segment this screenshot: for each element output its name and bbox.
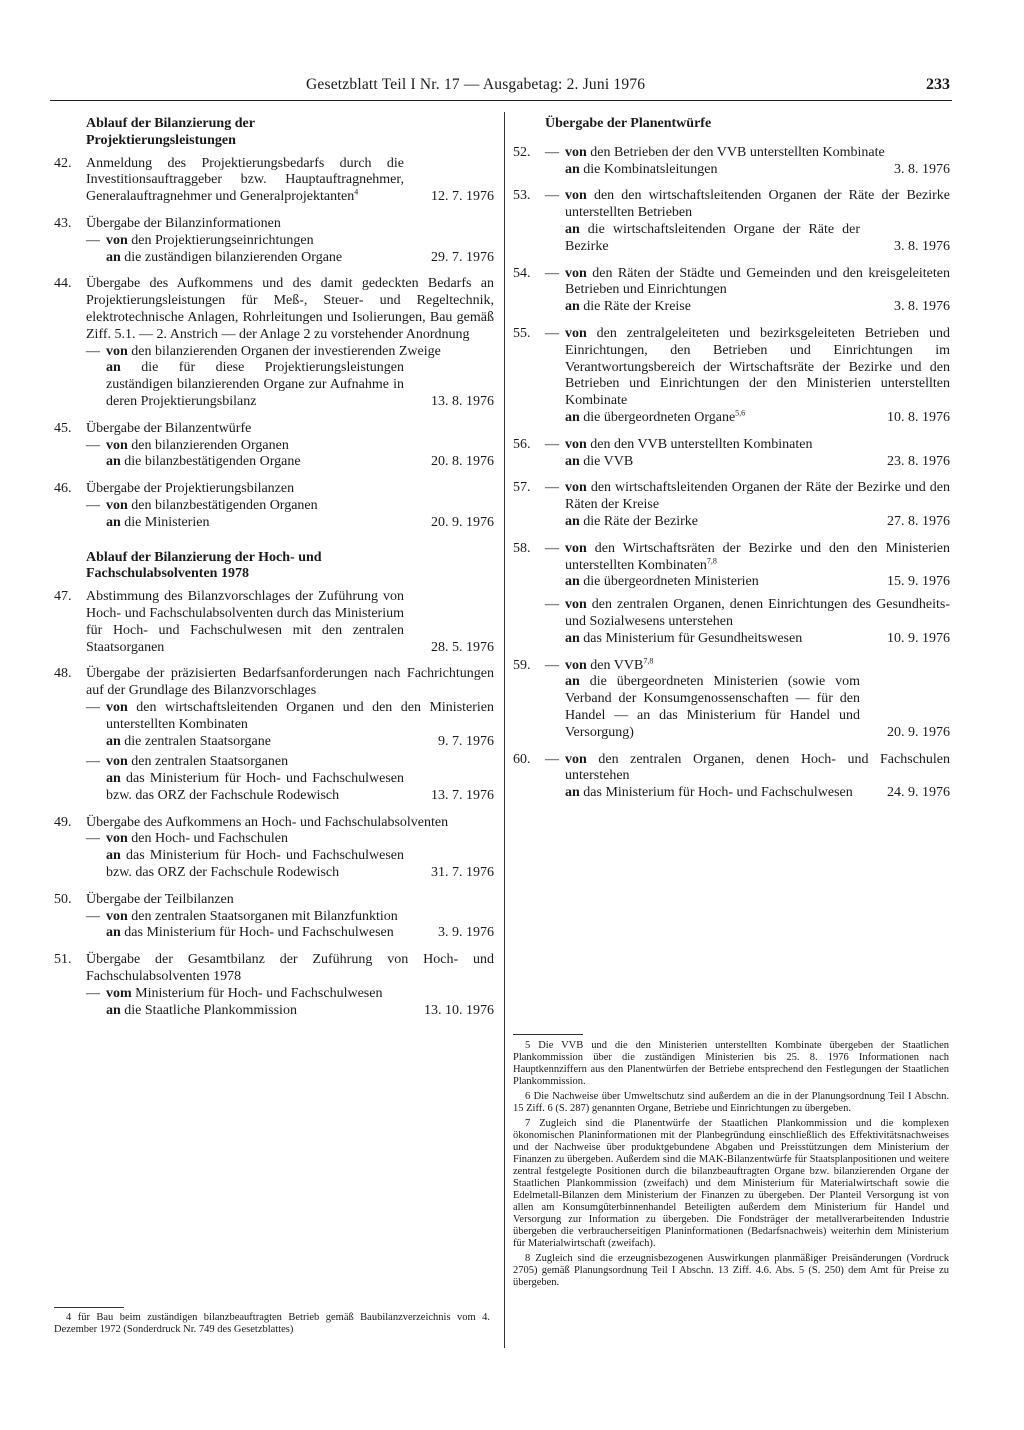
item-text: Übergabe der Gesamtbilanz der Zuführung von Hoch- und Fachschulabsolventen 1978 <box>86 952 494 985</box>
item-text: Abstimmung des Bilanzvorschlages der Zuführung von Hoch- und Fachschulabsolventen durch das Ministerium für Hoch- und Fachschulwesen mit den zentralen Staatsorganen <box>86 589 404 655</box>
footnote-mark: 7 <box>525 1118 531 1129</box>
von-keyword: von <box>106 908 128 924</box>
von-keyword: von <box>106 437 128 453</box>
von-keyword: von <box>565 597 587 613</box>
item-from: den bilanzierenden Organen <box>131 437 289 453</box>
footnote-ref: 7,8 <box>643 655 654 665</box>
von-keyword: von <box>106 754 128 770</box>
list-item-52: 52. — von den Betrieben der den VVB unterstellten Kombinate an die Kombinatsleitungen 3. 8. 1976 <box>513 144 950 177</box>
footnote-ref: 7,8 <box>706 555 717 565</box>
page-number: 233 <box>926 76 950 93</box>
item-date: 12. 7. 1976 <box>431 189 494 205</box>
list-item-47 <box>54 589 494 656</box>
section-heading-projektierung: Ablauf der Bilanzierung der Projektierungsleistungen <box>86 116 255 148</box>
item-number: 52. <box>513 144 531 160</box>
item-to: die übergeordneten Ministerien <box>583 574 759 590</box>
item-text: Übergabe der Bilanzinformationen <box>86 215 281 231</box>
von-keyword: von <box>565 436 587 452</box>
footnote-6 <box>513 1091 949 1115</box>
footnote-text: Zugleich sind die Planentwürfe der Staatlichen Plankommission und die komplexen ökonomischen Planinformationen mit der Planbegründung einschließlich des Effektivitätsnachweises und der Nachweise über produktgebundene Abgaben und Preisstützungen dem Ministerium der Finanzen zu übergeben. Außerdem sind die MAK-Bilanzentwürfe für Staatsplanpositionen und weitere zentral festgelegte Positionen durch die bilanzbeauftragten Organe bzw. bilanzierenden Organe der Staatlichen Plankommission (zweifach) und dem Ministerium für Materialwirtschaft sowie die Edelmetall-Bilanzen dem Ministerium der Finanzen zu übergeben. Der Planteil Versorgung ist von allen am Konsumgüterbinnenhandel Beteiligten außerdem dem Ministerium für Handel und Versorgung zur Information zu übergeben. Die Fondsträger der metallverarbeitenden Industrie übergeben die verbraucherseitigen Planinformationen (Bedarfsnachweis) weiterhin dem Ministerium für Materialwirtschaft (zweifach). <box>513 1118 949 1249</box>
item-date: 13. 7. 1976 <box>431 787 494 803</box>
item-from: den zentralen Organen, denen Hoch- und Fachschulen unterstehen <box>565 751 951 784</box>
item-number: 45. <box>54 420 72 436</box>
item-number: 56. <box>513 436 531 452</box>
footnote-text: für Bau beim zuständigen bilanzbeauftragten Betrieb gemäß Baubilanzverzeichnis vom 4. Dezember 1972 (Sonderdruck Nr. 749 des Gesetzblattes) <box>54 1312 490 1335</box>
item-to: das Ministerium für Hoch- und Fachschulwesen bzw. das ORZ der Fachschule Rodewisch <box>106 848 405 881</box>
an-keyword: an <box>106 1002 121 1018</box>
an-keyword: an <box>565 785 580 801</box>
item-from: den zentralen Organen, denen Einrichtungen des Gesundheits- und Sozialwesens unterstehen <box>565 597 951 629</box>
list-item-56: 56. — von den den VVB unterstellten Kombinaten an die VVB 23. 8. 1976 <box>513 436 950 469</box>
item-from: den VVB <box>590 657 644 673</box>
item-from: den Projektierungseinrichtungen <box>131 232 314 248</box>
an-keyword: an <box>106 771 121 787</box>
item-to: die zentralen Staatsorgane <box>124 733 271 749</box>
item-text: Übergabe der präzisierten Bedarfsanforderungen nach Fachrichtungen auf der Grundlage des Bilanzvorschlages <box>86 666 494 699</box>
list-item-48: 48. Übergabe der präzisierten Bedarfsanforderungen nach Fachrichtungen auf der Grundlage des Bilanzvorschlages — von den wirtschaftsleitenden Organen und den den Ministerien unterstellten Kombinaten an die zentralen Staatsorgane 9. 7. 1976 — von den zentralen Staatsorganen an das Ministerium für Hoch- und Fachschulwesen bzw. das ORZ der Fachschule Rodewisch 13. 7. 1976 <box>54 666 495 803</box>
item-from: den bilanzierenden Organen der investierenden Zweige <box>131 343 441 359</box>
list-item-59: 59. — von den VVB$^{7,8}$ an die übergeordneten Ministerien (sowie vom Verband der Konsumgenossenschaften — für den Handel — an das Ministerium für Handel und Versorgung) 20. 9. 1976 <box>513 655 950 740</box>
item-from: den den VVB unterstellten Kombinaten <box>590 436 813 452</box>
item-to: das Ministerium für Hoch- und Fachschulwesen <box>124 925 394 941</box>
item-number: 49. <box>54 814 72 830</box>
item-date: 10. 8. 1976 <box>887 409 950 425</box>
an-keyword: an <box>106 733 121 749</box>
list-item-43: 43. Übergabe der Bilanzinformationen — von den Projektierungseinrichtungen an die zuständigen bilanzierenden Organe 29. 7. 1976 <box>54 215 494 265</box>
item-to: die bilanzbestätigenden Organe <box>124 454 301 470</box>
an-keyword: an <box>106 925 121 941</box>
item-from: den Betrieben der den VVB unterstellten Kombinate <box>590 144 885 160</box>
item-to: die übergeordneten Ministerien (sowie vom Verband der Konsumgenossenschaften — für den Handel — an das Ministerium für Handel und Versorgung) <box>565 674 860 740</box>
item-date: 10. 9. 1976 <box>887 630 950 646</box>
von-keyword: von <box>106 232 128 248</box>
footnote-4 <box>54 1312 490 1336</box>
footnote-ref: 4 <box>354 187 359 197</box>
item-number: 48. <box>54 666 72 682</box>
von-keyword: von <box>565 751 587 767</box>
item-text: Übergabe der Bilanzentwürfe <box>86 420 252 436</box>
section-heading-planentwuerfe: Übergabe der Planentwürfe <box>545 116 712 131</box>
an-keyword: an <box>565 409 580 425</box>
list-item-50: 50. Übergabe der Teilbilanzen — von den zentralen Staatsorganen mit Bilanzfunktion an das Ministerium für Hoch- und Fachschulwesen 3. 9. 1976 <box>54 891 494 941</box>
item-from: den zentralen Staatsorganen mit Bilanzfunktion <box>131 908 398 924</box>
item-number: 54. <box>513 265 531 281</box>
item-to: das Ministerium für Gesundheitswesen <box>583 630 803 646</box>
item-text: Übergabe der Teilbilanzen <box>86 891 234 907</box>
an-keyword: an <box>106 848 121 864</box>
item-to: die Räte der Bezirke <box>583 513 698 529</box>
header-rule <box>50 100 952 101</box>
item-date: 3. 9. 1976 <box>438 925 494 941</box>
footnote-mark: 8 <box>525 1253 531 1264</box>
von-keyword: von <box>565 480 587 496</box>
item-from: den zentralgeleiteten und bezirksgeleiteten Betrieben und Einrichtungen, den Betrieben und Einrichtungen im Verantwortungsbereich der Wirtschaftsräte der Bezirke und den Betrieben und Einrichtungen der den Ministerien unterstellten Kombinate <box>565 325 950 409</box>
an-keyword: an <box>565 674 580 690</box>
item-from: den Wirtschaftsräten der Bezirke und den den Ministerien unterstellten Kombinaten <box>565 540 951 573</box>
item-date: 20. 8. 1976 <box>431 454 494 470</box>
item-from: den zentralen Staatsorganen <box>131 754 289 770</box>
an-keyword: an <box>565 161 580 177</box>
item-text: Übergabe des Aufkommens und des damit gedeckten Bedarfs an Projektierungsleistungen für Meß-, Steuer- und Regeltechnik, elektrotechnische Anlagen, Rohrleitungen und Isolierungen, Bau gemäß Ziff. 5.1. — 2. Anstrich — der Anlage 2 zu vorstehender Anordnung <box>86 276 494 342</box>
item-number: 43. <box>54 215 72 231</box>
item-from: den wirtschaftsleitenden Organen der Räte der Bezirke und den Räten der Kreise <box>565 480 950 513</box>
item-text: Übergabe der Projektierungsbilanzen <box>86 481 295 497</box>
list-item-46: 46. Übergabe der Projektierungsbilanzen — von den bilanzbestätigenden Organen an die Ministerien 20. 9. 1976 <box>54 481 494 530</box>
list-item-44: 44. Übergabe des Aufkommens und des damit gedeckten Bedarfs an Projektierungsleistungen für Meß-, Steuer- und Regeltechnik, elektrotechnische Anlagen, Rohrleitungen und Isolierungen, Bau gemäß Ziff. 5.1. — 2. Anstrich — der Anlage 2 zu vorstehender Anordnung — von den bilanzierenden Organen der investierenden Zweige an die für diese Projektierungsleistungen zuständigen bilanzierenden Organe zur Aufnahme in deren Projektierungsbilanz 13. 8. 1976 <box>54 276 494 409</box>
list-item-54: 54. — von den Räten der Städte und Gemeinden und den kreisgeleiteten Betrieben und Einrichtungen an die Räte der Kreise 3. 8. 1976 <box>513 265 950 315</box>
header-title: Gesetzblatt Teil I Nr. 17 — Ausgabetag: 2. Juni 1976 <box>306 76 646 93</box>
item-to: die VVB <box>583 453 634 469</box>
von-keyword: von <box>565 188 587 204</box>
section-heading-absolventen: Ablauf der Bilanzierung der Hoch- und Fachschulabsolventen 1978 <box>86 549 322 582</box>
item-to: die für diese Projektierungsleistungen zuständigen bilanzierenden Organe zur Aufnahme in deren Projektierungsbilanz <box>106 360 404 409</box>
item-number: 44. <box>54 276 72 292</box>
right-column <box>513 116 950 812</box>
footnote-text: Die Nachweise über Umweltschutz sind außerdem an die in der Planungsordnung Teil I Abschn. 15 Ziff. 6 (S. 287) genannten Organe, Betriebe und Einrichtungen zu übergeben. <box>513 1091 949 1114</box>
von-keyword: von <box>106 831 128 847</box>
von-keyword: von <box>565 657 587 673</box>
item-number: 60. <box>513 751 531 767</box>
an-keyword: an <box>565 513 580 529</box>
item-date: 20. 9. 1976 <box>431 514 494 530</box>
item-date: 13. 8. 1976 <box>431 393 494 409</box>
left-column <box>54 116 494 1029</box>
item-date: 24. 9. 1976 <box>887 785 950 801</box>
list-item-57: 57. — von den wirtschaftsleitenden Organen der Räte der Bezirke und den Räten der Kreise an die Räte der Bezirke 27. 8. 1976 <box>513 480 950 529</box>
item-from: den wirtschaftsleitenden Organen und den den Ministerien unterstellten Kombinaten <box>106 699 495 732</box>
page-header <box>50 76 950 98</box>
item-number: 53. <box>513 188 531 204</box>
item-number: 50. <box>54 891 72 907</box>
an-keyword: an <box>106 454 121 470</box>
item-text: Übergabe des Aufkommens an Hoch- und Fachschulabsolventen <box>86 814 449 830</box>
item-number: 47. <box>54 589 72 605</box>
list-item-51: 51. Übergabe der Gesamtbilanz der Zuführung von Hoch- und Fachschulabsolventen 1978 — vom Ministerium für Hoch- und Fachschulwesen an die Staatliche Plankommission 13. 10. 1976 <box>54 952 494 1018</box>
item-date: 20. 9. 1976 <box>887 724 950 740</box>
item-to: die wirtschaftsleitenden Organe der Räte der Bezirke <box>565 221 860 254</box>
item-date: 23. 8. 1976 <box>887 453 950 469</box>
item-from: den den wirtschaftsleitenden Organen der Räte der Bezirke unterstellten Betrieben <box>565 188 951 221</box>
item-to: die zuständigen bilanzierenden Organe <box>124 249 343 265</box>
item-date: 28. 5. 1976 <box>431 639 494 655</box>
item-number: 55. <box>513 325 531 341</box>
von-keyword: vom <box>106 985 132 1001</box>
column-divider <box>504 112 505 1348</box>
item-to: die Staatliche Plankommission <box>124 1002 297 1018</box>
footnote-rule-left <box>54 1307 124 1308</box>
an-keyword: an <box>565 574 580 590</box>
item-from: den Hoch- und Fachschulen <box>131 831 288 847</box>
item-date: 3. 8. 1976 <box>894 161 950 177</box>
item-to: die übergeordneten Organe <box>583 409 736 425</box>
item-number: 57. <box>513 480 531 496</box>
item-text: Anmeldung des Projektierungsbedarfs durch die Investitionsauftraggeber bzw. Hauptauftragnehmer, Generalauftragnehmer und Generalprojektanten <box>86 155 404 205</box>
footnote-ref: 5,6 <box>735 408 746 418</box>
item-to: die Ministerien <box>124 514 210 530</box>
list-item-42 <box>54 156 494 206</box>
an-keyword: an <box>565 453 580 469</box>
item-date: 29. 7. 1976 <box>431 249 494 265</box>
footnote-7 <box>513 1118 949 1250</box>
von-keyword: von <box>106 497 128 513</box>
footnote-mark: 5 <box>525 1040 531 1051</box>
footnotes-right <box>513 1040 949 1292</box>
item-date: 9. 7. 1976 <box>438 733 494 749</box>
von-keyword: von <box>106 343 128 359</box>
item-from: den Räten der Städte und Gemeinden und den kreisgeleiteten Betrieben und Einrichtungen <box>565 265 950 298</box>
an-keyword: an <box>106 360 121 376</box>
list-item-49: 49. Übergabe des Aufkommens an Hoch- und Fachschulabsolventen — von den Hoch- und Fachschulen an das Ministerium für Hoch- und Fachschulwesen bzw. das ORZ der Fachschule Rodewisch 31. 7. 1976 <box>54 814 494 881</box>
item-date: 3. 8. 1976 <box>894 299 950 315</box>
list-item-55: 55. — von den zentralgeleiteten und bezirksgeleiteten Betrieben und Einrichtungen, den Betrieben und Einrichtungen im Verantwortungsbereich der Wirtschaftsräte der Bezirke und den Betrieben und Einrichtungen der den Ministerien unterstellten Kombinate an die übergeordneten Organe$^{5,6}$ 10. 8. 1976 <box>513 325 950 425</box>
item-date: 15. 9. 1976 <box>887 574 950 590</box>
item-to: die Räte der Kreise <box>583 299 691 315</box>
item-number: 42. <box>54 155 72 171</box>
footnote-rule-right <box>513 1034 583 1035</box>
item-number: 59. <box>513 657 531 673</box>
item-date: 31. 7. 1976 <box>431 865 494 881</box>
an-keyword: an <box>106 249 121 265</box>
item-date: 27. 8. 1976 <box>887 513 950 529</box>
an-keyword: an <box>106 514 121 530</box>
list-item-45: 45. Übergabe der Bilanzentwürfe — von den bilanzierenden Organen an die bilanzbestätigenden Organe 20. 8. 1976 <box>54 420 494 470</box>
von-keyword: von <box>565 325 587 341</box>
item-number: 46. <box>54 481 72 497</box>
an-keyword: an <box>565 221 580 237</box>
list-item-58: 58. — von den Wirtschaftsräten der Bezirke und den den Ministerien unterstellten Kombinaten$^{7,8}$ an die übergeordneten Ministerien 15. 9. 1976 — von den zentralen Organen, denen Einrichtungen des Gesundheits- und Sozialwesens unterstehen an das Ministerium für Gesundheitswesen 10. 9. 1976 <box>513 540 951 646</box>
item-from: den bilanzbestätigenden Organen <box>131 497 318 513</box>
list-item-60: 60. — von den zentralen Organen, denen Hoch- und Fachschulen unterstehen an das Ministerium für Hoch- und Fachschulwesen 24. 9. 1976 <box>513 751 951 801</box>
footnote-text: Zugleich sind die erzeugnisbezogenen Auswirkungen planmäßiger Preisänderungen (Vordruck 2705) gemäß Planungsordnung Teil I Abschn. 13 Ziff. 4.6. Abs. 5 (S. 250) dem Amt für Preise zu übergeben. <box>513 1253 950 1288</box>
von-keyword: von <box>565 265 587 281</box>
an-keyword: an <box>565 299 580 315</box>
von-keyword: von <box>565 540 587 556</box>
item-number: 58. <box>513 540 531 556</box>
footnote-text: Die VVB und die den Ministerien unterstellten Kombinate übergeben der Staatlichen Plankommission über die zuständigen Ministerien bis 25. 8. 1976 Informationen nach Hauptkennziffern aus den Planentwürfen der Betriebe entsprechend den Festlegungen der Staatlichen Plankommission. <box>513 1040 949 1087</box>
an-keyword: an <box>565 630 580 646</box>
footnote-mark: 4 <box>66 1312 72 1323</box>
item-to: das Ministerium für Hoch- und Fachschulwesen bzw. das ORZ der Fachschule Rodewisch <box>106 771 405 803</box>
footnote-8 <box>513 1253 949 1289</box>
von-keyword: von <box>106 699 128 715</box>
von-keyword: von <box>565 144 587 160</box>
item-to: die Kombinatsleitungen <box>583 161 718 177</box>
list-item-53: 53. — von den den wirtschaftsleitenden Organen der Räte der Bezirke unterstellten Betrieben an die wirtschaftsleitenden Organe der Räte der Bezirke 3. 8. 1976 <box>513 188 951 254</box>
item-to: das Ministerium für Hoch- und Fachschulwesen <box>583 785 853 801</box>
footnote-mark: 6 <box>525 1091 531 1102</box>
item-number: 51. <box>54 952 72 968</box>
item-from: Ministerium für Hoch- und Fachschulwesen <box>135 985 383 1001</box>
item-date: 13. 10. 1976 <box>424 1002 494 1018</box>
footnote-5 <box>513 1040 949 1088</box>
item-date: 3. 8. 1976 <box>894 238 950 254</box>
footnotes-left <box>54 1312 490 1339</box>
